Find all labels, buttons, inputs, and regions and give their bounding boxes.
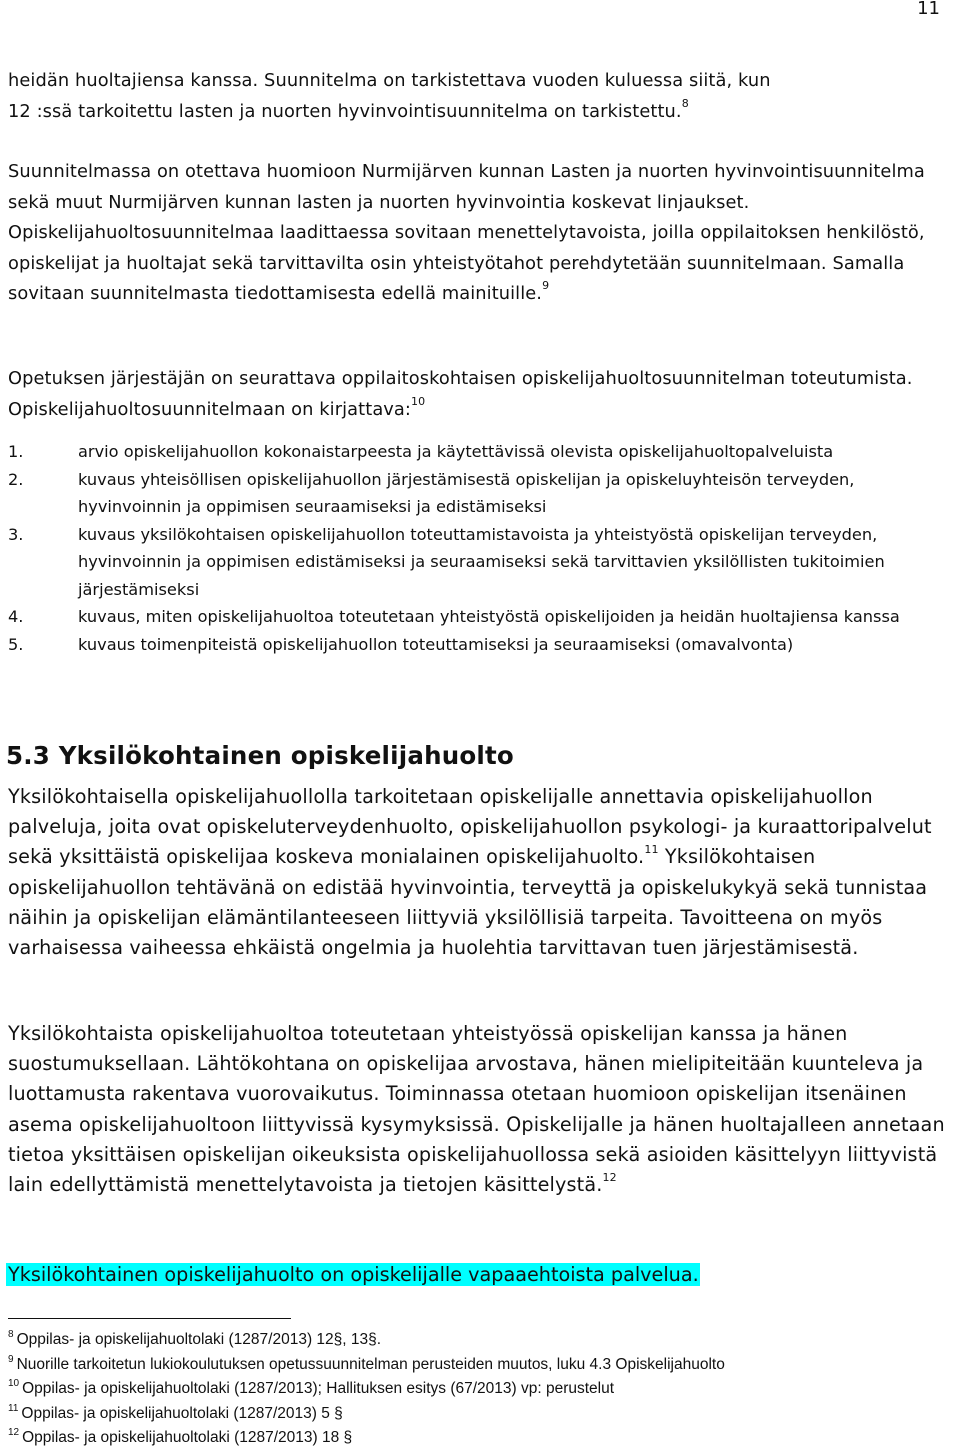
footnotes [8, 1328, 952, 1451]
footnote-text: Oppilas- ja opiskelijahuoltolaki (1287/2013) 18 § [22, 1429, 353, 1446]
footnote-text: Nuorille tarkoitetun lukiokoulutuksen opetussuunnitelman perusteiden muutos, luku 4.3 Opiskelijahuolto [16, 1355, 725, 1373]
list-text: kuvaus yhteisöllisen opiskelijahuollon järjestämisestä opiskelijan ja opiskeluyhteisön terveyden, hyvinvoinnin ja oppimisen seuraamiseksi ja edistämiseksi [78, 469, 855, 516]
page-number: 11 [917, 0, 940, 19]
footnote-number: 10 [8, 1378, 20, 1389]
footnote-ref: 9 [542, 279, 550, 292]
highlighted-statement [6, 1261, 700, 1289]
footnote-number: 11 [8, 1402, 19, 1414]
paragraph-line: 12 :ssä tarkoitettu lasten ja nuorten hyvinvointisuunnitelma on tarkistettu. [8, 100, 682, 122]
footnote-number: 8 [8, 1329, 14, 1340]
list-text: arvio opiskelijahuollon kokonaistarpeesta ja käytettävissä olevista opiskelijahuoltopalveluista [78, 442, 834, 461]
list-item [8, 521, 958, 604]
list-number: 2. [8, 469, 24, 489]
footnote-ref: 12 [602, 1171, 617, 1185]
highlighted-text: Yksilökohtainen opiskelijahuolto on opiskelijalle vapaaehtoista palvelua. [8, 1263, 699, 1286]
paragraph-text: Yksilökohtaisen opiskelijahuollon tehtävänä on edistää hyvinvointia, terveyttä ja opiskelukykyä sekä tunnistaa näihin ja opiskelijan elämäntilanteeseen liittyviä yksilöllisiä tarpeita. Tavoitteena on myös varhaisessa vaiheessa ehkäistä ongelmia ja huolehtia tarvittavan tuen järjestämisestä. [8, 845, 928, 960]
paragraph-text: Yksilökohtaista opiskelijahuoltoa toteutetaan yhteistyössä opiskelijan kanssa ja hänen suostumuksellaan. Lähtökohtana on opiskelijaa arvostava, hänen mielipiteitään kuunteleva ja luottamusta rakentava vuorovaikutus. Toiminnassa otetaan huomioon opiskelijan itsenäinen asema opiskelijahuoltoon liittyvissä kysymyksissä. Opiskelijalle ja hänen huoltajalleen annetaan tietoa yksittäisen opiskelijan oikeuksista opiskelijahuollossa sekä asioiden käsittelyyn liittyvistä lain edellyttämistä menettelytavoista ja tietojen käsittelystä. [8, 1022, 945, 1197]
footnote-text: Oppilas- ja opiskelijahuoltolaki (1287/2013) 5 § [21, 1404, 343, 1422]
list-item [8, 631, 958, 659]
footnote [8, 1402, 952, 1427]
paragraph-line: heidän huoltajiensa kanssa. Suunnitelma on tarkistettava vuoden kuluessa siitä, kun [8, 70, 771, 91]
list-number: 5. [8, 634, 24, 654]
list-text: kuvaus yksilökohtaisen opiskelijahuollon toteuttamistavoista ja yhteistyöstä opiskelijan terveyden, hyvinvoinnin ja oppimisen edistämiseksi ja seuraamiseksi sekä tarvittavien yksilöllisten tukitoimien järjestämiseksi [78, 524, 885, 599]
section-heading: 5.3 Yksilökohtainen opiskelijahuolto [6, 741, 514, 770]
list-item [8, 466, 958, 521]
paragraph-text: Suunnitelmassa on otettava huomioon Nurmijärven kunnan Lasten ja nuorten hyvinvointisuunnitelma sekä muut Nurmijärven kunnan lasten ja nuorten hyvinvointia koskevat linjaukset. Opiskelijahuoltosuunnitelmaa laadittaessa sovitaan menettelytavoista, joilla oppilaitoksen henkilöstö, opiskelijat ja huoltajat sekä tarvittavilta osin yhteistyötahot perehdytetään suunnitelmaan. Samalla sovitaan suunnitelmasta tiedottamisesta edellä mainituille. [8, 161, 925, 304]
footnote-number: 9 [8, 1353, 14, 1365]
list-number: 4. [8, 607, 24, 626]
list-text: kuvaus, miten opiskelijahuoltoa toteutetaan yhteistyöstä opiskelijoiden ja heidän huoltajiensa kanssa [78, 607, 900, 626]
plan-contents-list [8, 438, 958, 658]
list-item [8, 603, 958, 631]
paragraph-cooperation [8, 1019, 952, 1200]
footnote-ref: 11 [644, 843, 659, 857]
footnote [8, 1328, 952, 1353]
list-text: kuvaus toimenpiteistä opiskelijahuollon toteuttamiseksi ja seuraamiseksi (omavalvonta) [78, 634, 794, 654]
list-number: 3. [8, 524, 24, 544]
footnote-ref: 8 [681, 96, 689, 110]
footnote [8, 1426, 952, 1451]
footnote-number: 12 [8, 1427, 20, 1438]
footnote-text: Oppilas- ja opiskelijahuoltolaki (1287/2013) 12§, 13§. [16, 1331, 382, 1348]
paragraph-monitoring [8, 364, 952, 425]
paragraph-plan-review [8, 66, 952, 127]
paragraph-text: Opetuksen järjestäjän on seurattava oppilaitoskohtaisen opiskelijahuoltosuunnitelman toteutumista. Opiskelijahuoltosuunnitelmaan on kirjattava: [8, 368, 913, 420]
paragraph-plan-considerations [8, 157, 952, 310]
footnote [8, 1353, 952, 1378]
footnote-text: Oppilas- ja opiskelijahuoltolaki (1287/2013); Hallituksen esitys (67/2013) vp: perustelut [22, 1380, 615, 1397]
list-number: 1. [8, 442, 24, 461]
footnote [8, 1377, 952, 1402]
list-item [8, 438, 958, 466]
footnote-separator [8, 1318, 291, 1319]
paragraph-text: Yksilökohtaisella opiskelijahuollolla tarkoitetaan opiskelijalle annettavia opiskelijahuollon palveluja, joita ovat opiskeluterveydenhuolto, opiskelijahuollon psykologi- ja kuraattoripalvelut sekä yksittäistä opiskelijaa koskeva monialainen opiskelijahuolto. [8, 785, 932, 869]
paragraph-individual-care [8, 782, 952, 963]
footnote-ref: 10 [411, 394, 426, 408]
